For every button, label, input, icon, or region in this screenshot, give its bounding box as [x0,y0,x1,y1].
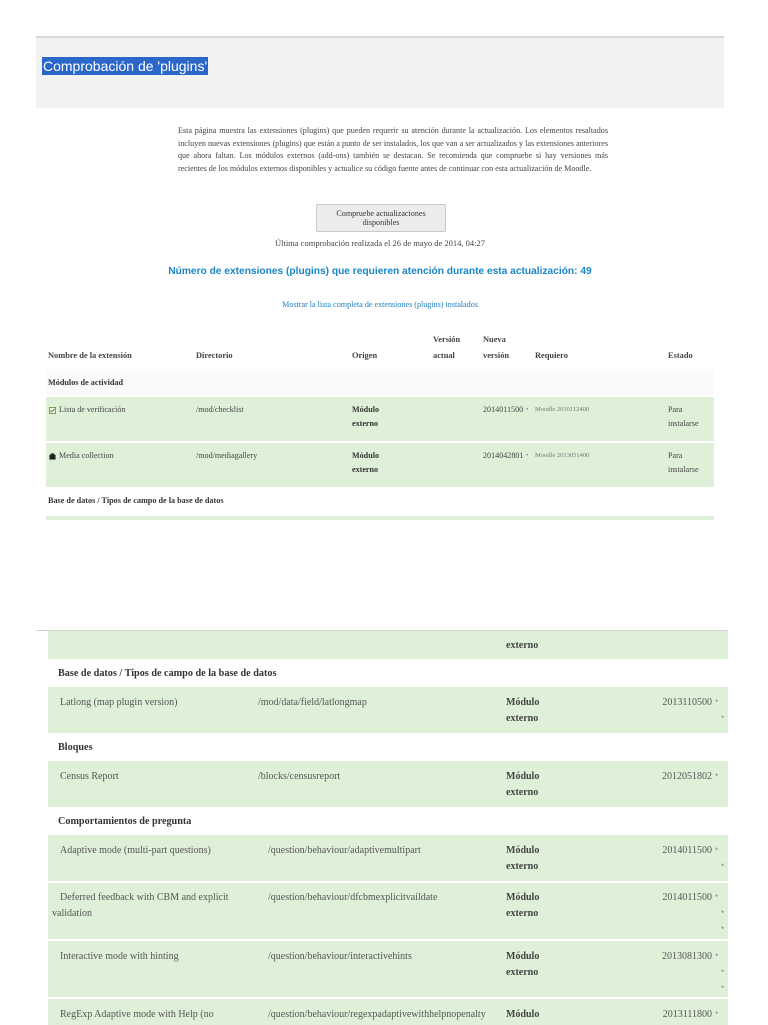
bullet: • [715,891,719,901]
table-row [48,761,728,807]
plugin-new-version: 2013111800 [662,1009,712,1020]
section-activity-modules: Módulos de actividad [48,378,124,387]
plugins-table-zoomed [36,630,728,1025]
plugin-origin-1: Módulo [506,892,540,903]
col-header-requires[interactable]: Requiero [535,351,568,360]
col-header-current-version-1[interactable]: Versión [433,335,461,344]
plugin-origin-2: externo [506,713,539,724]
plugin-status-1: Para [668,405,683,414]
bullet: • [715,1008,719,1018]
plugin-directory: /mod/data/field/latlongmap [258,697,367,708]
plugin-name-link[interactable]: Media collection [59,451,114,460]
plugin-directory: /blocks/censusreport [258,771,341,782]
page-title: Comprobación de 'plugins' [43,58,208,74]
table-row [46,443,714,487]
col-header-origin[interactable]: Origen [352,351,378,360]
plugin-origin-1: Módulo [506,1009,540,1020]
table-row [46,516,714,520]
plugin-origin-1: Módulo [506,845,540,856]
plugin-origin-2: externo [352,465,379,474]
plugin-name-link[interactable]: RegExp Adaptive mode with Help (no [60,1009,214,1020]
plugin-status-1: Para [668,451,683,460]
plugin-new-version: 2013081300 [662,951,712,962]
plugin-new-version: 2014011500 [662,845,712,856]
plugin-origin-1: Módulo [506,697,540,708]
intro-text: Esta página muestra las extensiones (plugins) que pueden requerir su atención durante la actualización. Los elementos resaltados incluyen nuevas extensiones (plugins) que están a punto de ser instalados, los que van a ser actualizados y las extensiones anteriores que ahora faltan. Los módulos externos (add-ons) también se destacan. Se recomienda que compruebe si hay versiones más recientes de los módulos externos disponibles y actualice su código fuente antes de continuar con esta actualización de Moodle. [178,126,608,173]
col-header-new-version-2[interactable]: versión [483,351,510,360]
attention-count-heading: Número de extensiones (plugins) que requieren atención durante esta actualización: 49 [168,266,592,277]
table-row [48,631,728,659]
col-header-directory[interactable]: Directorio [196,351,233,360]
plugin-origin-2: externo [506,861,539,872]
plugin-origin-2: externo [506,908,539,919]
table-row [48,835,728,881]
bullet: • [721,923,725,933]
section-question-behaviours: Comportamientos de pregunta [58,816,192,827]
col-header-current-version-2[interactable]: actual [433,351,455,360]
table-row [48,687,728,733]
plugin-requires: Moodle 2010112400 [535,406,590,413]
bullet: • [715,844,719,854]
plugin-origin-2: externo [506,787,539,798]
plugin-name-link[interactable]: Interactive mode with hinting [60,951,179,962]
plugin-directory: /question/behaviour/regexpadaptivewithhelpnopenalty [268,1009,486,1020]
plugin-origin-2: externo [506,640,539,651]
plugin-name-link[interactable]: Adaptive mode (multi-part questions) [60,845,211,856]
media-collection-icon [49,453,56,460]
plugin-name-link[interactable]: Deferred feedback with CBM and explicit [60,892,229,903]
plugin-name-link[interactable]: Census Report [60,771,119,782]
bullet: • [526,452,529,459]
section-blocks: Bloques [58,742,93,753]
col-header-new-version-1[interactable]: Nueva [483,335,506,344]
show-all-plugins-link[interactable]: Mostrar la lista completa de extensiones (plugins) instalados [282,300,478,309]
section-database-fields: Base de datos / Tipos de campo de la base de datos [48,496,224,505]
bullet: • [721,907,725,917]
section-row [46,371,714,395]
section-database-fields: Base de datos / Tipos de campo de la base de datos [58,668,277,679]
plugin-directory: /question/behaviour/dfcbmexplicitvaildate [268,892,438,903]
plugin-name-link[interactable]: Latlong (map plugin version) [60,697,178,708]
checklist-icon [49,407,56,414]
plugin-directory: /question/behaviour/adaptivemultipart [268,845,421,856]
table-row [46,397,714,441]
plugin-origin-2: externo [352,419,379,428]
bullet: • [721,712,725,722]
last-check-text: Última comprobación realizada el 26 de mayo de 2014, 04:27 [274,238,486,248]
plugin-new-version: 2014011500 [662,892,712,903]
bullet: • [715,696,719,706]
plugin-name-link-line-2[interactable]: validation [52,908,92,919]
plugins-check-panel [36,36,724,520]
plugin-directory: /question/behaviour/interactivehints [268,951,412,962]
plugin-new-version: 2012051802 [662,771,712,782]
check-updates-button[interactable]: Compruebe actualizaciones disponibles [316,204,446,232]
plugin-directory: /mod/checklist [196,405,244,414]
plugin-name-link[interactable]: Lista de verificación [59,405,126,414]
bullet: • [721,966,725,976]
plugin-requires: Moodle 2013051400 [535,452,590,459]
plugin-status-2: instalarse [668,419,699,428]
plugin-origin-2: externo [506,967,539,978]
bullet: • [721,860,725,870]
plugin-origin-1: Módulo [352,405,379,414]
bullet: • [715,950,719,960]
bullet: • [715,770,719,780]
plugin-origin-1: Módulo [506,951,540,962]
plugin-new-version: 2013110500 [662,697,712,708]
plugin-new-version: 2014042801 [483,451,524,460]
col-header-status[interactable]: Estado [668,351,693,360]
col-header-name[interactable]: Nombre de la extensión [48,351,132,360]
plugin-new-version: 2014011500 [483,405,524,414]
plugin-origin-1: Módulo [506,771,540,782]
plugin-origin-1: Módulo [352,451,379,460]
bullet: • [721,982,725,992]
plugin-directory: /mod/mediagallery [196,451,258,460]
plugin-status-2: instalarse [668,465,699,474]
bullet: • [526,406,529,413]
